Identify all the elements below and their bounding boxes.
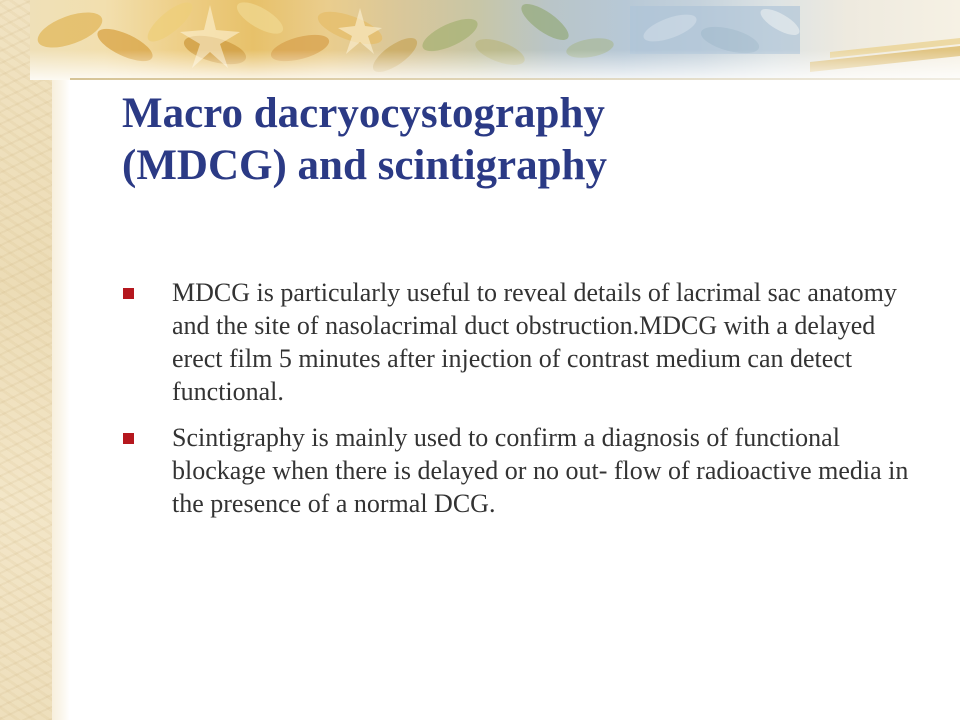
left-cream-band [52,78,70,720]
bullet-item-scintigraphy [122,421,912,520]
slide-title-line-1: Macro dacryocystography [122,90,605,137]
bullet-item-mdcg [122,276,912,408]
banner-rule [70,78,960,80]
banner-fade [30,50,960,80]
slide-title [122,88,902,192]
slide-title-line-2: (MDCG) and scintigraphy [122,142,607,189]
square-bullet-icon [123,433,134,444]
bullet-text-scintigraphy: Scintigraphy is mainly used to confirm a diagnosis of functional blockage when there is delayed or no out- flow of radioactive media in the presence of a normal DCG. [172,423,909,518]
left-parchment-strip [0,0,52,720]
top-leaf-banner [30,0,960,80]
square-bullet-icon [123,288,134,299]
bullet-list [122,276,912,533]
bullet-text-mdcg: MDCG is particularly useful to reveal details of lacrimal sac anatomy and the site of nasolacrimal duct obstruction.MDCG with a delayed erect film 5 minutes after injection of contrast medium can detect functional. [172,278,897,406]
